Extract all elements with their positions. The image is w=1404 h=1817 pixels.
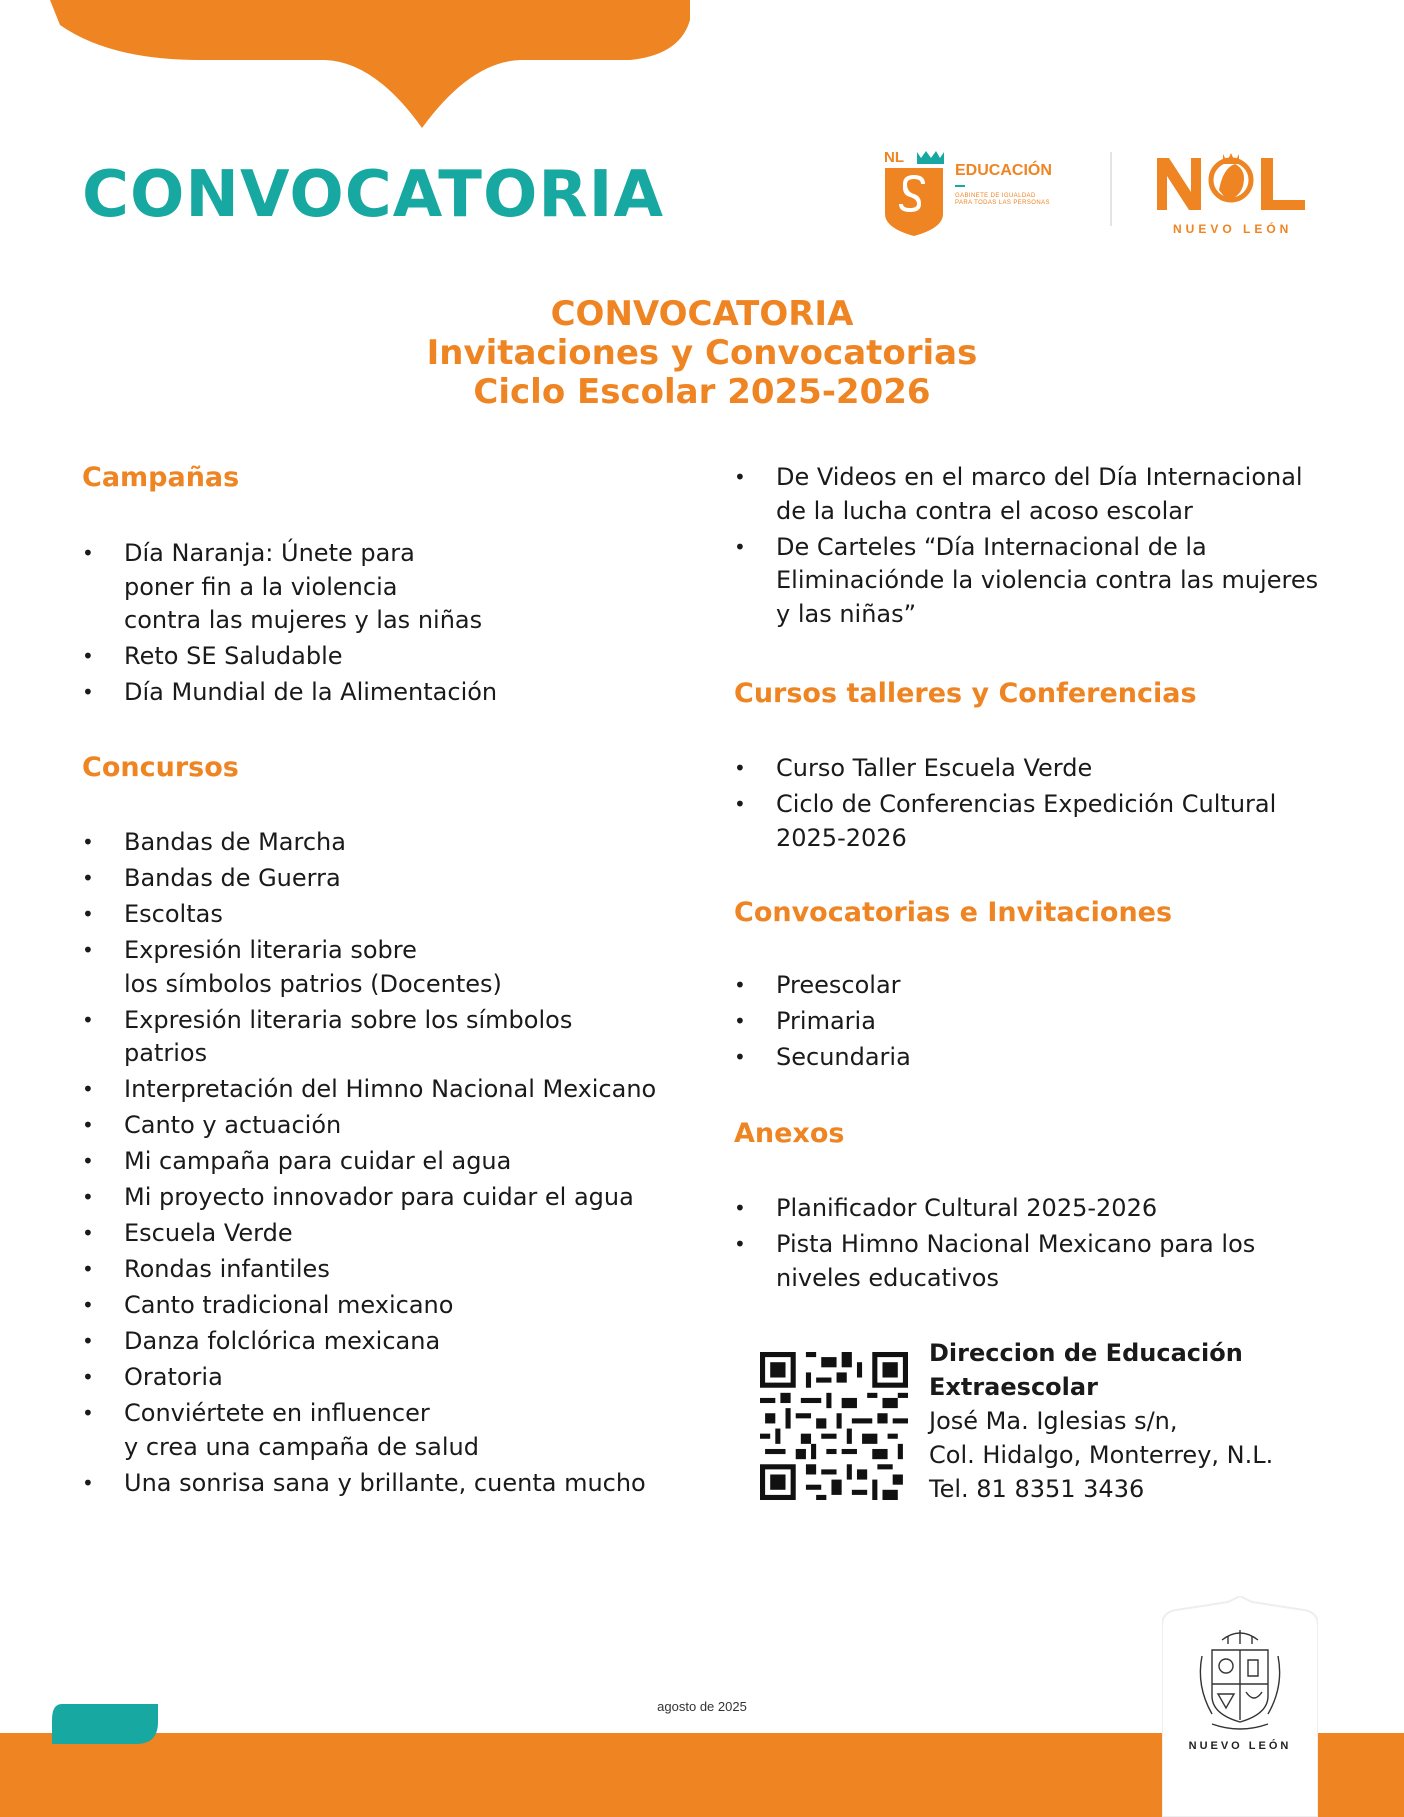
section-title-convocatorias: Convocatorias e Invitaciones <box>734 897 1173 928</box>
nuevo-leon-lion-icon <box>1155 150 1325 220</box>
footer-date: agosto de 2025 <box>657 1699 747 1714</box>
logo-divider <box>1110 152 1112 226</box>
education-logo <box>883 148 1083 238</box>
list-item: • Canto y actuación <box>82 1109 682 1143</box>
section-title-campanas: Campañas <box>82 462 240 493</box>
svg-text:NL: NL <box>884 149 904 166</box>
concursos-continued-list <box>734 461 1334 634</box>
contact-block <box>929 1336 1273 1506</box>
list-item: • Rondas infantiles <box>82 1253 682 1287</box>
list-item: • Una sonrisa sana y brillante, cuenta mucho <box>82 1467 682 1501</box>
list-item: • Primaria <box>734 1005 1334 1039</box>
list-item: • Curso Taller Escuela Verde <box>734 752 1334 786</box>
nuevo-leon-logo <box>1155 150 1325 240</box>
education-title: EDUCACIÓN <box>955 162 1052 179</box>
list-item: • Día Mundial de la Alimentación <box>82 676 682 710</box>
section-title-anexos: Anexos <box>734 1118 845 1149</box>
state-seal-box <box>1162 1596 1318 1817</box>
list-item: • Escoltas <box>82 898 682 932</box>
list-item: • Escuela Verde <box>82 1217 682 1251</box>
list-item: • Conviértete en influencer y crea una campaña de salud <box>82 1397 682 1464</box>
cursos-list <box>734 752 1334 858</box>
list-item: • De Videos en el marco del Día Internacional de la lucha contra el acoso escolar <box>734 461 1334 528</box>
section-title-cursos: Cursos talleres y Conferencias <box>734 678 1197 709</box>
list-item: • Interpretación del Himno Nacional Mexicano <box>82 1073 682 1107</box>
anexos-list <box>734 1192 1334 1298</box>
concursos-list <box>82 826 682 1503</box>
list-item: • De Carteles “Día Internacional de la Eliminaciónde la violencia contra las mujeres y las niñas” <box>734 531 1334 632</box>
list-item: • Expresión literaria sobre los símbolos patrios <box>82 1004 682 1071</box>
heading-line-2: Invitaciones y Convocatorias <box>426 333 978 373</box>
list-item: • Bandas de Guerra <box>82 862 682 896</box>
contact-org-line-1: Direccion de Educación <box>929 1339 1243 1367</box>
contact-phone: Tel. 81 8351 3436 <box>929 1475 1145 1503</box>
contact-org-line-2: Extraescolar <box>929 1373 1098 1401</box>
education-subtitle: GABINETE DE IGUALDAD PARA TODAS LAS PERSONAS <box>955 193 1050 206</box>
qr-code-icon[interactable] <box>760 1352 908 1500</box>
list-item: • Mi campaña para cuidar el agua <box>82 1145 682 1179</box>
heading-line-3: Ciclo Escolar 2025-2026 <box>473 372 931 412</box>
list-item: • Bandas de Marcha <box>82 826 682 860</box>
list-item: • Pista Himno Nacional Mexicano para los niveles educativos <box>734 1228 1334 1295</box>
nuevo-leon-label: NUEVO LEÓN <box>1173 222 1293 236</box>
page-title: CONVOCATORIA <box>82 158 664 232</box>
seal-label: NUEVO LEÓN <box>1188 1740 1292 1752</box>
list-item: • Danza folclórica mexicana <box>82 1325 682 1359</box>
list-item: • Día Naranja: Únete para poner fin a la violencia contra las mujeres y las niñas <box>82 537 682 638</box>
contact-address-line-1: José Ma. Iglesias s/n, <box>929 1407 1178 1435</box>
top-decorative-shape <box>50 0 690 130</box>
list-item: • Mi proyecto innovador para cuidar el agua <box>82 1181 682 1215</box>
education-dash <box>955 185 965 187</box>
list-item: • Ciclo de Conferencias Expedición Cultural 2025-2026 <box>734 788 1334 855</box>
heading-line-1: CONVOCATORIA <box>550 294 854 334</box>
convocatorias-list <box>734 969 1334 1077</box>
list-item: • Reto SE Saludable <box>82 640 682 674</box>
education-shield-icon <box>883 148 945 238</box>
campanas-list <box>82 537 682 712</box>
list-item: • Secundaria <box>734 1041 1334 1075</box>
teal-decorative-shape <box>50 1704 160 1744</box>
section-title-concursos: Concursos <box>82 752 239 783</box>
list-item: • Planificador Cultural 2025-2026 <box>734 1192 1334 1226</box>
contact-address-line-2: Col. Hidalgo, Monterrey, N.L. <box>929 1441 1274 1469</box>
list-item: • Canto tradicional mexicano <box>82 1289 682 1323</box>
list-item: • Expresión literaria sobre los símbolos patrios (Docentes) <box>82 934 682 1001</box>
list-item: • Oratoria <box>82 1361 682 1395</box>
list-item: • Preescolar <box>734 969 1334 1003</box>
coat-of-arms-icon <box>1162 1596 1318 1817</box>
